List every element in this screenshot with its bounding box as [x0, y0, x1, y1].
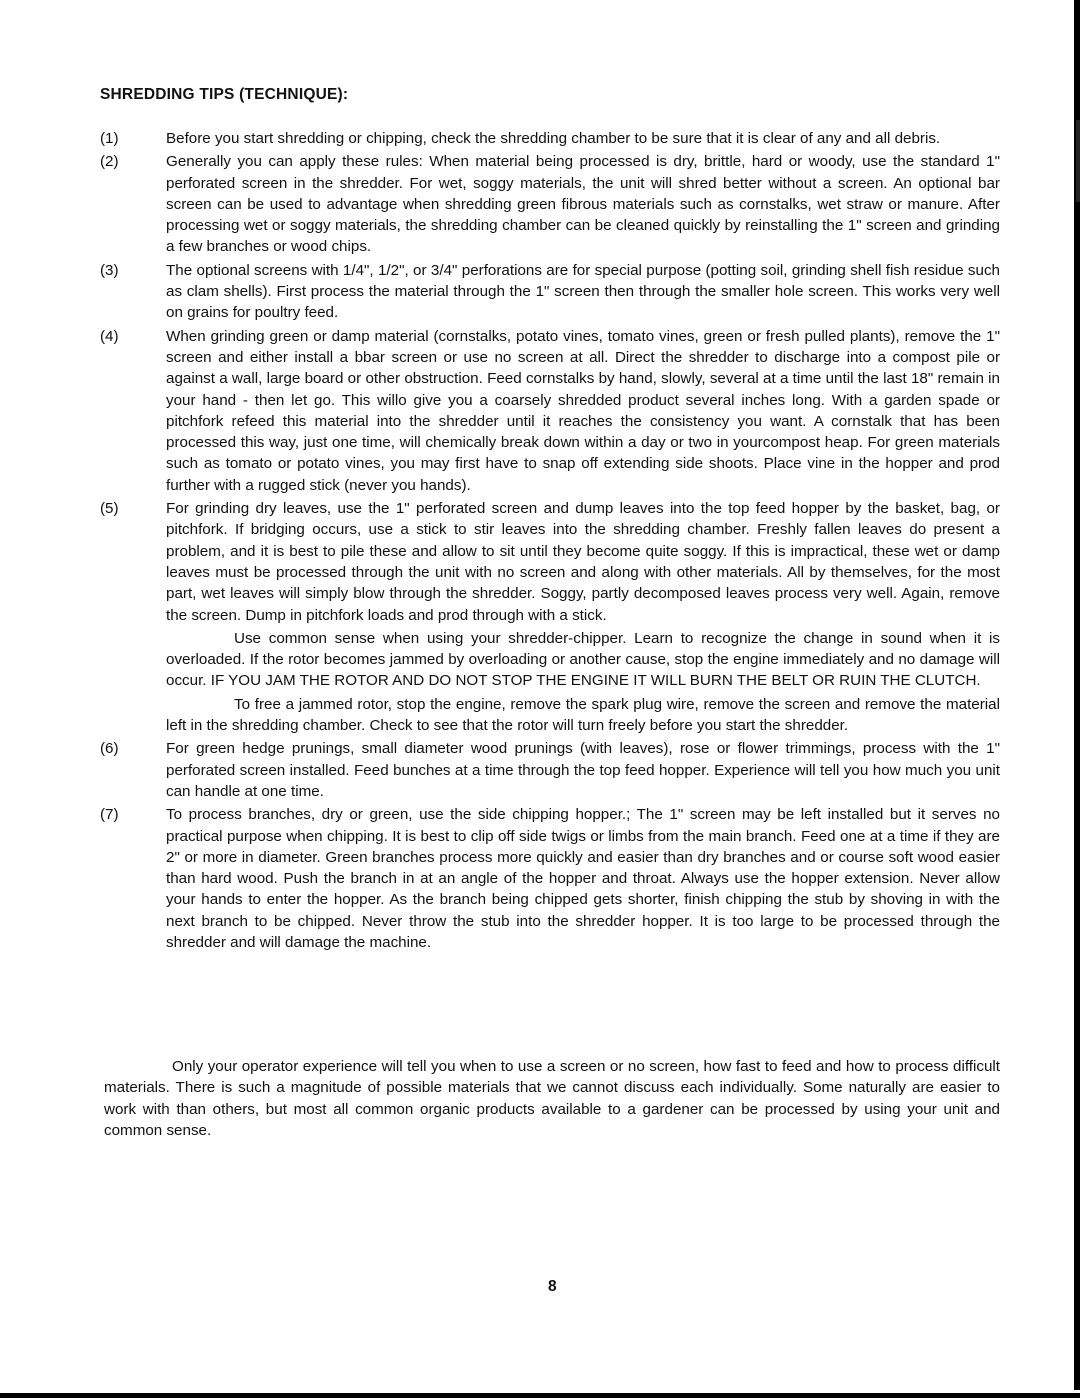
- tip-item-4: [100, 326, 1000, 496]
- common-sense-paragraph: Use common sense when using your shredder-chipper. Learn to recognize the change in sound when it is overloaded. If the rotor becomes jammed by overloading or another cause, stop the engine immediately and no damage will occur. IF YOU JAM THE ROTOR AND DO NOT STOP THE ENGINE IT WILL BURN THE BELT OR RUIN THE CLUTCH.: [166, 629, 1000, 690]
- tip-text: For green hedge prunings, small diameter wood prunings (with leaves), rose or flower trimmings, process with the 1" perforated screen installed. Feed bunches at a time through the top feed hopper. Experience will tell you how much you unit can handle at one time.: [166, 740, 1000, 800]
- tips-body: [100, 128, 1000, 955]
- tip-text: The optional screens with 1/4", 1/2", or 3/4" perforations are for special purpose (potting soil, grinding shell fish residue such as clam shells). First process the material through the 1" screen then through the smaller hole screen. This works very well on grains for poultry feed.: [166, 261, 1000, 322]
- tip-number: (2): [100, 153, 119, 171]
- scan-edge-right: [1074, 0, 1080, 1390]
- tip-text: Before you start shredding or chipping, check the shredding chamber to be sure that it is clear of any and all debris.: [166, 130, 941, 147]
- tip-item-2: [100, 151, 1000, 257]
- scan-edge-bottom: [0, 1393, 1080, 1398]
- tip-item-3: [100, 260, 1000, 324]
- scan-edge-tab: [1076, 120, 1080, 202]
- tip-text: When grinding green or damp material (cornstalks, potato vines, tomato vines, green or fresh pulled plants), remove the 1" screen and either install a bbar screen or use no screen at all. Direct the shredder to discharge into a compost pile or against a wall, large board or other obstruction. Feed cornstalks by hand, slowly, several at a time until the last 18" remain in your hand - then let go. This willo give you a coarsely shredded product several inches long. With a garden spade or pitchfork refeed this material into the shredder until it reaches the consistency you want. A cornstalk that has been processed this way, just one time, will chemically break down within a day or two in yourcompost heap. For green materials such as tomato or potato vines, you may first have to snap off extending side shoots. Place vine in the hopper and prod further with a rugged stick (never you hands).: [166, 327, 1000, 494]
- page-number: 8: [548, 1278, 557, 1295]
- tip-item-1: [100, 128, 1000, 149]
- tip-text: Generally you can apply these rules: When material being processed is dry, brittle, hard or woody, use the standard 1" perforated screen in the shredder. For wet, soggy materials, the unit will shred better without a screen. An optional bar screen can be used to advantage when shredding green fibrous materials such as cornstalks, wet straw or manure. After processing wet or soggy materials, the shredding chamber can be cleaned quickly by reinstalling the 1" screen and grinding a few branches or wood chips.: [166, 153, 1000, 256]
- tip-number: (7): [100, 806, 119, 824]
- closing-paragraph: Only your operator experience will tell you when to use a screen or no screen, how fast to feed and how to process difficult materials. There is such a magnitude of possible materials that we cannot discuss each individually. Some naturally are easier to work with than others, but most all common organic products available to a gardener can be processed by using your unit and common sense.: [104, 1058, 1000, 1139]
- tip-number: (6): [100, 740, 119, 758]
- tip-item-7: [100, 804, 1000, 953]
- tip-number: (5): [100, 500, 119, 518]
- section-heading: SHREDDING TIPS (TECHNIQUE):: [100, 86, 349, 103]
- tip-text: For grinding dry leaves, use the 1" perforated screen and dump leaves into the top feed hopper by the basket, bag, or pitchfork. If bridging occurs, use a stick to stir leaves into the shredding chamber. Freshly fallen leaves do present a problem, and it is best to pile these and allow to sit until they become quite soggy. If this is impractical, these wet or damp leaves must be processed through the unit with no screen and along with other materials. All by themselves, for the most part, wet leaves will simply blow through the shredder. Soggy, partly decomposed leaves process very well. Again, remove the screen. Dump in pitchfork loads and prod through with a stick.: [166, 500, 1000, 624]
- tip-text: To process branches, dry or green, use the side chipping hopper.; The 1" screen may be left installed but it serves no practical purpose when chipping. It is best to clip off side twigs or limbs from the main branch. Feed one at a time if they are 2" or more in diameter. Green branches process more quickly and easier than dry branches and or course soft wood easier than hard wood. Push the branch in at an angle of the hopper and throat. Always use the hopper extension. Never allow your hands to enter the hopper. As the branch being chipped gets shorter, finish chipping the stub by shoving in with the next branch to be chipped. Never throw the stub into the shredder hopper. It is too large to be processed through the shredder and will damage the machine.: [166, 806, 1000, 951]
- jammed-rotor-paragraph: To free a jammed rotor, stop the engine, remove the spark plug wire, remove the screen and remove the material left in the shredding chamber. Check to see that the rotor will turn freely before you start the shredder.: [166, 695, 1000, 735]
- tip-number: (4): [100, 327, 119, 345]
- tip-number: (3): [100, 261, 119, 279]
- tip-number: (1): [100, 130, 119, 147]
- tip-item-6: [100, 738, 1000, 802]
- tip-item-5: [100, 498, 1000, 626]
